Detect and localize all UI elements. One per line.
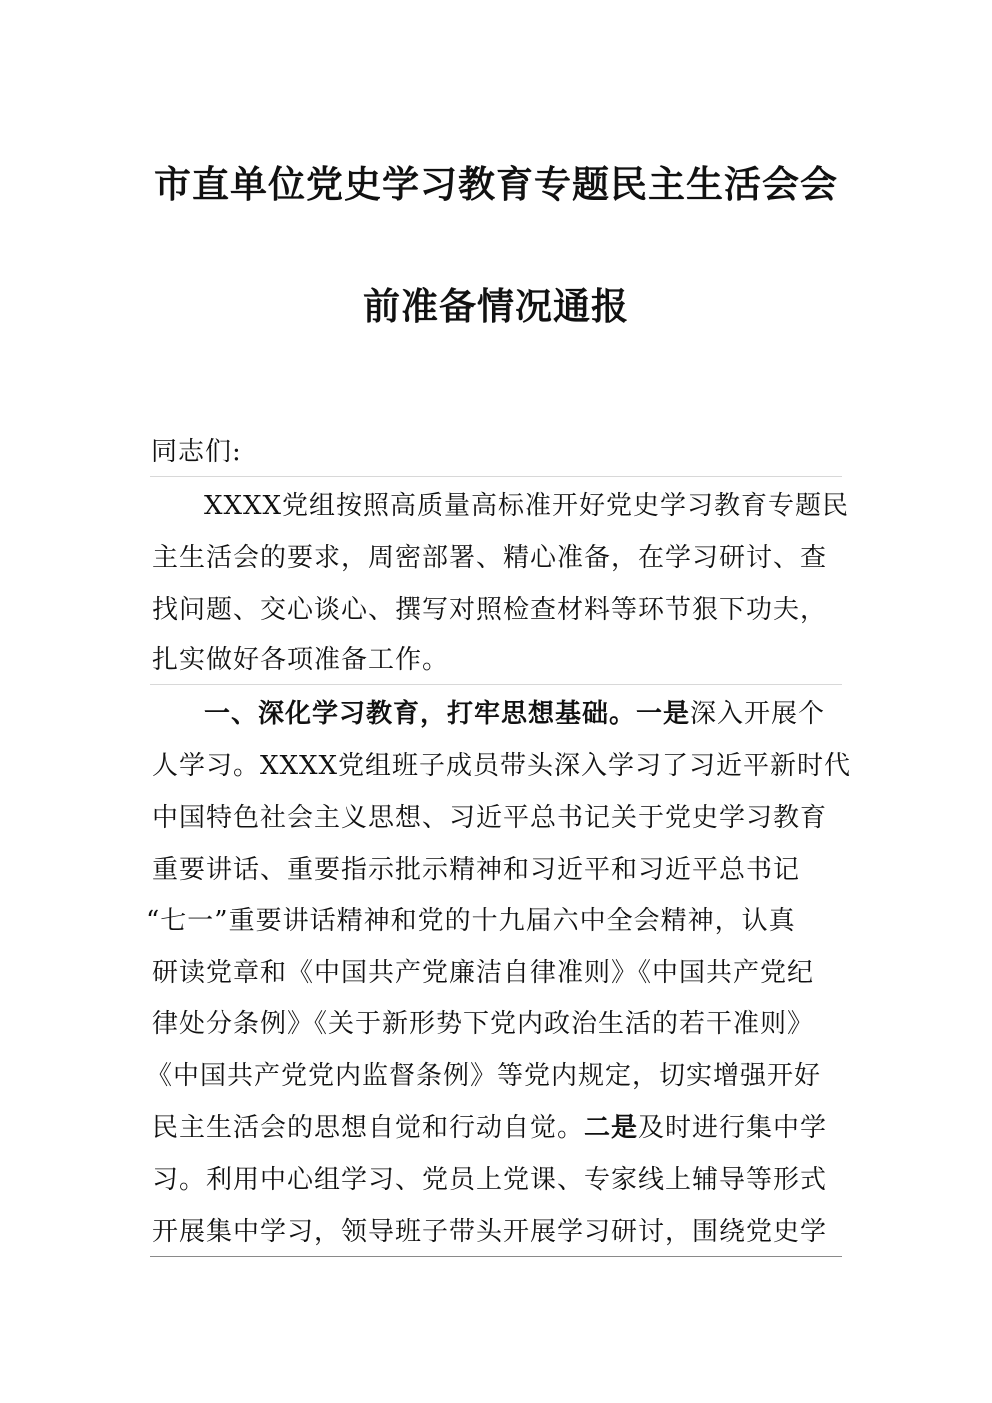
section1-heading-line: [204, 698, 825, 730]
page-bottom-rule: [150, 1256, 842, 1257]
intro-line-3: 找问题、交心谈心、撰写对照检查材料等环节狠下功夫，: [152, 595, 828, 625]
section1-line: 开展集中学习，领导班子带头开展学习研讨，围绕党史学: [152, 1217, 828, 1247]
section1-heading: 一、深化学习教育，打牢思想基础。: [204, 699, 637, 729]
document-title-line2: 前准备情况通报: [363, 284, 629, 328]
salutation: 同志们:: [151, 437, 242, 467]
section1-line: 中国特色社会主义思想、习近平总书记关于党史学习教育: [152, 803, 828, 833]
section1-line: 重要讲话、重要指示批示精神和习近平和习近平总书记: [152, 855, 801, 885]
section1-line-with-marker: [152, 1112, 827, 1144]
section1-line: 《中国共产党党内监督条例》等党内规定，切实增强开好: [146, 1061, 822, 1091]
first-point-marker: 一是: [636, 699, 691, 729]
document-title-line1: 市直单位党史学习教育专题民主生活会会: [154, 162, 838, 206]
second-point-text: 及时进行集中学: [638, 1113, 828, 1143]
section1-line: 习。利用中心组学习、党员上党课、专家线上辅导等形式: [152, 1165, 828, 1195]
intro-line-2: 主生活会的要求，周密部署、精心准备，在学习研讨、查: [152, 543, 828, 573]
section1-line: 研读党章和《中国共产党廉洁自律准则》《中国共产党纪: [152, 958, 815, 988]
first-point-text: 深入开展个: [690, 699, 826, 729]
paragraph-divider: [150, 684, 842, 685]
second-point-marker: 二是: [584, 1113, 639, 1143]
paragraph-divider: [150, 476, 842, 477]
section1-line: 律处分条例》《关于新形势下党内政治生活的若干准则》: [152, 1009, 815, 1039]
intro-line-1: XXXX党组按照高质量高标准开好党史学习教育专题民: [204, 491, 850, 521]
section1-text: 民主生活会的思想自觉和行动自觉。: [152, 1113, 585, 1143]
section1-line: 人学习。XXXX党组班子成员带头深入学习了习近平新时代: [152, 751, 852, 781]
intro-line-4: 扎实做好各项准备工作。: [152, 645, 450, 675]
section1-line: “七一”重要讲话精神和党的十九届六中全会精神，认真: [146, 906, 796, 936]
